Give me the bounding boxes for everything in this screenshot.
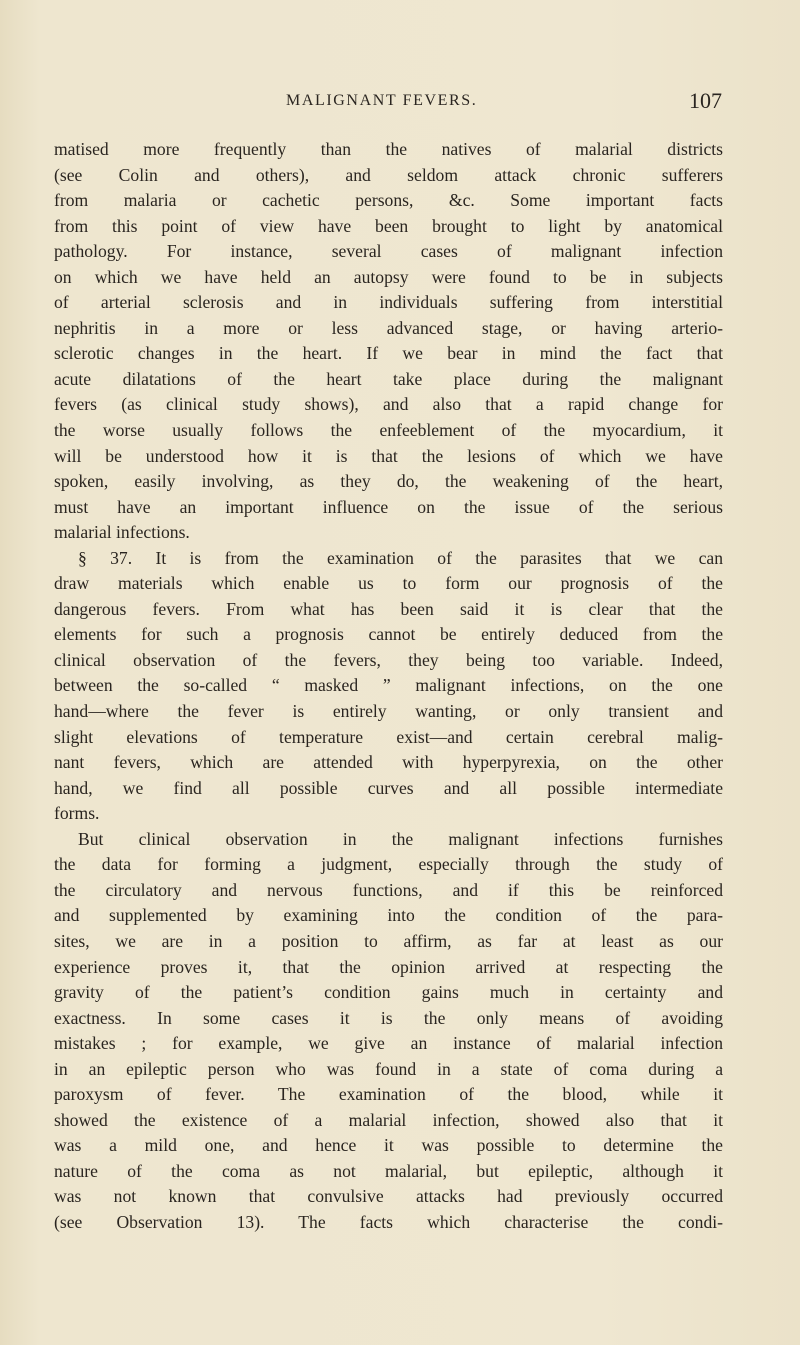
text-line: elements for such a prognosis cannot be entirely deduced from the <box>54 624 723 645</box>
page-number: 107 <box>689 88 722 113</box>
text-line: and supplemented by examining into the condition of the para- <box>54 905 723 926</box>
text-line: must have an important influence on the issue of the serious <box>54 496 723 517</box>
text-line: pathology. For instance, several cases of malignant infection <box>54 241 723 262</box>
text-line: (see Observation 13). The facts which characterise the condi- <box>54 1211 723 1232</box>
text-line: spoken, easily involving, as they do, the weakening of the heart, <box>54 471 723 492</box>
text-line: experience proves it, that the opinion arrived at respecting the <box>54 956 723 977</box>
text-line: from this point of view have been brought to light by anatomical <box>54 215 723 236</box>
text-line: on which we have held an autopsy were found to be in subjects <box>54 266 723 287</box>
text-line: sclerotic changes in the heart. If we bear in mind the fact that <box>54 343 723 364</box>
text-line: the worse usually follows the enfeeblement of the myocardium, it <box>54 420 723 441</box>
text-line: showed the existence of a malarial infection, showed also that it <box>54 1109 723 1130</box>
text-line: nephritis in a more or less advanced stage, or having arterio- <box>54 317 723 338</box>
text-line: paroxysm of fever. The examination of the blood, while it <box>54 1084 723 1105</box>
text-line: gravity of the patient’s condition gains much in certainty and <box>54 982 723 1003</box>
text-line: in an epileptic person who was found in a state of coma during a <box>54 1058 723 1079</box>
text-line: hand, we find all possible curves and all possible intermediate <box>54 777 723 798</box>
text-line: (see Colin and others), and seldom attack chronic sufferers <box>54 164 723 185</box>
text-line: nant fevers, which are attended with hyperpyrexia, on the other <box>54 752 723 773</box>
text-line: exactness. In some cases it is the only means of avoiding <box>54 1007 723 1028</box>
text-line: acute dilatations of the heart take place during the malignant <box>54 368 723 389</box>
text-line: matised more frequently than the natives of malarial districts <box>54 139 723 159</box>
text-line: forms. <box>54 803 100 824</box>
text-line: hand—where the fever is entirely wanting, or only transient and <box>54 701 723 722</box>
text-line: of arterial sclerosis and in individuals suffering from interstitial <box>54 292 723 313</box>
text-line: But clinical observation in the malignant infections furnishes <box>78 828 723 849</box>
text-line: dangerous fevers. From what has been said it is clear that the <box>54 598 723 619</box>
running-title: MALIGNANT FEVERS. <box>286 92 478 109</box>
text-line: nature of the coma as not malarial, but epileptic, although it <box>54 1160 723 1181</box>
text-line: sites, we are in a position to affirm, as far at least as our <box>54 930 723 951</box>
text-line: slight elevations of temperature exist—and certain cerebral malig- <box>54 726 723 747</box>
text-line: fevers (as clinical study shows), and also that a rapid change for <box>54 394 723 415</box>
page-header <box>286 88 722 118</box>
text-line: the data for forming a judgment, especially through the study of <box>54 854 723 875</box>
text-line: clinical observation of the fevers, they being too variable. Indeed, <box>54 649 723 670</box>
text-line: will be understood how it is that the lesions of which we have <box>54 445 723 466</box>
text-line: from malaria or cachetic persons, &c. Some important facts <box>54 190 723 211</box>
text-line: between the so-called “ masked ” malignant infections, on the one <box>54 675 723 696</box>
text-line: was a mild one, and hence it was possible to determine the <box>54 1135 723 1156</box>
text-line: draw materials which enable us to form our prognosis of the <box>54 573 723 594</box>
text-line: mistakes ; for example, we give an instance of malarial infection <box>54 1033 723 1054</box>
text-line: § 37. It is from the examination of the parasites that we can <box>78 547 723 568</box>
body-text <box>54 137 723 1236</box>
text-line: the circulatory and nervous functions, and if this be reinforced <box>54 879 723 900</box>
text-line: was not known that convulsive attacks had previously occurred <box>54 1186 723 1207</box>
text-line: malarial infections. <box>54 522 190 543</box>
